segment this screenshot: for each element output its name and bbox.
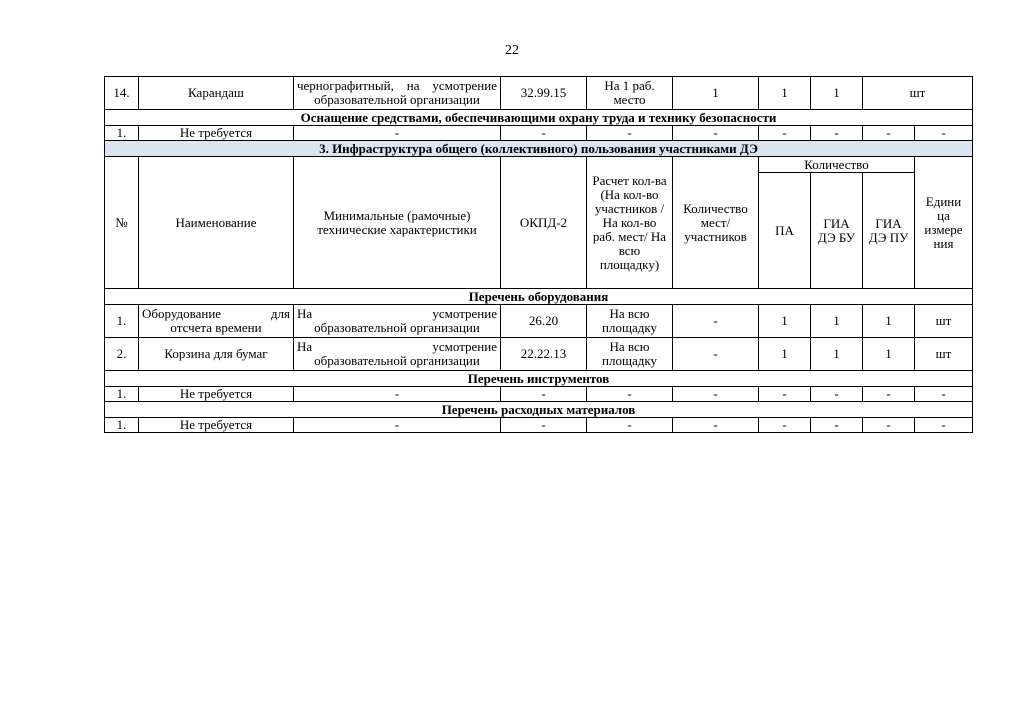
spec-word: чернографитный, bbox=[297, 78, 394, 93]
unit: шт bbox=[863, 77, 973, 110]
section-consumables bbox=[105, 402, 973, 418]
gia-bu-count: 1 bbox=[811, 338, 863, 371]
header-num: № bbox=[105, 157, 139, 289]
table-row-pencil bbox=[105, 77, 973, 110]
calc-basis: - bbox=[587, 126, 673, 141]
name-line: отсчета времени bbox=[170, 320, 262, 335]
item-name bbox=[139, 305, 294, 338]
row-number: 2. bbox=[105, 338, 139, 371]
spec-word: на bbox=[406, 78, 420, 93]
item-spec: - bbox=[294, 126, 501, 141]
section-title: Оснащение средствами, обеспечивающими охрану труда и технику безопасности bbox=[105, 110, 973, 126]
spec-word: На bbox=[297, 306, 313, 321]
section-equipment bbox=[105, 289, 973, 305]
unit: - bbox=[915, 418, 973, 433]
places-count: - bbox=[673, 338, 759, 371]
places-count: - bbox=[673, 305, 759, 338]
item-name: Корзина для бумаг bbox=[139, 338, 294, 371]
okpd-code: - bbox=[501, 126, 587, 141]
section-safety bbox=[105, 110, 973, 126]
gia-pu-count: - bbox=[863, 387, 915, 402]
gia-bu-count: 1 bbox=[811, 305, 863, 338]
pa-count: 1 bbox=[759, 338, 811, 371]
table-row bbox=[105, 126, 973, 141]
pa-count: - bbox=[759, 387, 811, 402]
table-row bbox=[105, 338, 973, 371]
table-row bbox=[105, 387, 973, 402]
unit: шт bbox=[915, 305, 973, 338]
item-spec bbox=[294, 305, 501, 338]
header-gia-bu: ГИА ДЭ БУ bbox=[811, 173, 863, 289]
okpd-code: - bbox=[501, 387, 587, 402]
okpd-code: 26.20 bbox=[501, 305, 587, 338]
gia-bu-count: - bbox=[811, 418, 863, 433]
okpd-code: 32.99.15 bbox=[501, 77, 587, 110]
spec-word: На bbox=[297, 339, 313, 354]
header-name: Наименование bbox=[139, 157, 294, 289]
item-name: Не требуется bbox=[139, 387, 294, 402]
section-title: 3. Инфраструктура общего (коллективного) пользования участниками ДЭ bbox=[105, 141, 973, 157]
header-places: Количество мест/ участников bbox=[673, 157, 759, 289]
row-number: 1. bbox=[105, 305, 139, 338]
okpd-code: - bbox=[501, 418, 587, 433]
gia-bu-count: - bbox=[811, 126, 863, 141]
places-count: 1 bbox=[673, 77, 759, 110]
header-okpd: ОКПД-2 bbox=[501, 157, 587, 289]
places-count: - bbox=[673, 418, 759, 433]
places-count: - bbox=[673, 126, 759, 141]
table-row bbox=[105, 305, 973, 338]
header-calc: Расчет кол-ва (На кол-во участников /На кол-во раб. мест/ На всю площадку) bbox=[587, 157, 673, 289]
gia-pu-count: 1 bbox=[863, 338, 915, 371]
gia-bu-count: - bbox=[811, 387, 863, 402]
item-spec: - bbox=[294, 387, 501, 402]
header-gia-pu: ГИА ДЭ ПУ bbox=[863, 173, 915, 289]
item-name: Не требуется bbox=[139, 418, 294, 433]
header-pa: ПА bbox=[759, 173, 811, 289]
calc-basis: На всю площадку bbox=[587, 338, 673, 371]
row-number: 14. bbox=[105, 77, 139, 110]
header-quantity: Количество bbox=[759, 157, 915, 173]
table-row bbox=[105, 418, 973, 433]
calc-basis: На всю площадку bbox=[587, 305, 673, 338]
section-tools bbox=[105, 371, 973, 387]
gia-pu-count: 1 bbox=[863, 305, 915, 338]
unit: шт bbox=[915, 338, 973, 371]
pa-count: 1 bbox=[759, 305, 811, 338]
header-unit: Едини ца измере ния bbox=[915, 157, 973, 289]
spec-line: образовательной организации bbox=[314, 92, 480, 107]
header-row bbox=[105, 157, 973, 173]
name-word: Оборудование bbox=[142, 306, 222, 321]
unit: - bbox=[915, 387, 973, 402]
item-spec: - bbox=[294, 418, 501, 433]
row-number: 1. bbox=[105, 387, 139, 402]
places-count: - bbox=[673, 387, 759, 402]
gia-pu-count: - bbox=[863, 126, 915, 141]
item-name: Не требуется bbox=[139, 126, 294, 141]
spec-word: усмотрение bbox=[432, 339, 497, 354]
item-spec bbox=[294, 338, 501, 371]
pa-count: - bbox=[759, 418, 811, 433]
spec-line: образовательной организации bbox=[314, 320, 480, 335]
pa-count: 1 bbox=[759, 77, 811, 110]
row-number: 1. bbox=[105, 418, 139, 433]
gia-bu-count: 1 bbox=[811, 77, 863, 110]
header-spec: Минимальные (рамочные) технические характеристики bbox=[294, 157, 501, 289]
section-title: Перечень инструментов bbox=[105, 371, 973, 387]
page-number: 22 bbox=[505, 43, 519, 58]
item-name: Карандаш bbox=[139, 77, 294, 110]
spec-line: образовательной организации bbox=[314, 353, 480, 368]
gia-pu-count: - bbox=[863, 418, 915, 433]
section-title: Перечень расходных материалов bbox=[105, 402, 973, 418]
okpd-code: 22.22.13 bbox=[501, 338, 587, 371]
spec-word: усмотрение bbox=[432, 306, 497, 321]
item-spec bbox=[294, 77, 501, 110]
section-title: Перечень оборудования bbox=[105, 289, 973, 305]
section-infrastructure bbox=[105, 141, 973, 157]
infrastructure-table bbox=[104, 76, 973, 433]
calc-basis: - bbox=[587, 418, 673, 433]
row-number: 1. bbox=[105, 126, 139, 141]
calc-basis: На 1 раб. место bbox=[587, 77, 673, 110]
pa-count: - bbox=[759, 126, 811, 141]
calc-basis: - bbox=[587, 387, 673, 402]
spec-word: усмотрение bbox=[432, 78, 497, 93]
unit: - bbox=[915, 126, 973, 141]
name-word: для bbox=[270, 306, 290, 321]
